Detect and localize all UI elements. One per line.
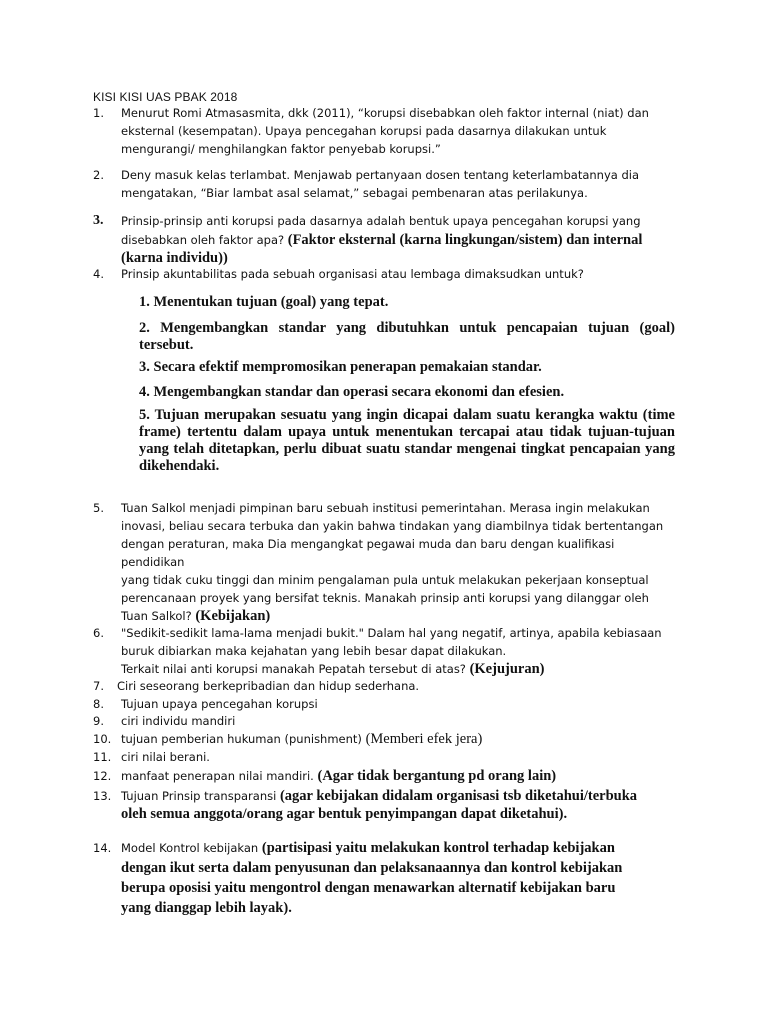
question-text: Menurut Romi Atmasasmita, dkk (2011), “korupsi disebabkan oleh faktor internal (niat) dan — [121, 106, 649, 120]
answer-item: 1. Menentukan tujuan (goal) yang tepat. — [139, 294, 389, 310]
question-text: Model Kontrol kebijakan — [121, 841, 262, 855]
question-number: 2. — [93, 168, 104, 182]
answer-item: 2. Mengembangkan standar yang dibutuhkan untuk pencapaian tujuan (goal) tersebut. — [139, 320, 675, 353]
question-number: 12. — [93, 769, 112, 783]
question-text: Tujuan upaya pencegahan korupsi — [121, 697, 318, 711]
answer-text: dengan ikut serta dalam penyusunan dan pelaksanaannya dan kontrol kebijakan — [121, 860, 623, 876]
question-text: yang tidak cuku tinggi dan minim pengalaman pula untuk melakukan pekerjaan konseptual — [121, 573, 649, 587]
question-number: 3. — [93, 213, 104, 228]
question-number: 5. — [93, 501, 104, 515]
question-number: 10. — [93, 732, 112, 746]
question-text: tujuan pemberian hukuman (punishment) — [121, 732, 366, 746]
question-number: 13. — [93, 789, 112, 803]
question-text: ciri nilai berani. — [121, 750, 210, 764]
question-number: 11. — [93, 750, 112, 764]
answer-text: (partisipasi yaitu melakukan kontrol terhadap kebijakan — [261, 840, 615, 856]
question-text: buruk dibiarkan maka kejahatan yang lebih besar dapat dilakukan. — [121, 644, 507, 658]
question-text: Prinsip-prinsip anti korupsi pada dasarnya adalah bentuk upaya pencegahan korupsi yang — [121, 214, 641, 228]
answer-text: (karna individu)) — [121, 250, 228, 266]
question-text: inovasi, beliau secara terbuka dan yakin bahwa tindakan yang diambilnya tidak bertentangan — [121, 519, 664, 533]
question-number: 8. — [93, 697, 104, 711]
question-text: mengatakan, “Biar lambat asal selamat,” sebagai pembenaran atas perilakunya. — [121, 186, 588, 200]
question-text: disebabkan oleh faktor apa? — [121, 233, 288, 247]
question-text: mengurangi/ menghilangkan faktor penyebab korupsi.” — [121, 142, 441, 156]
answer-text: (agar kebijakan didalam organisasi tsb diketahui/terbuka — [279, 788, 638, 804]
question-text: Deny masuk kelas terlambat. Menjawab pertanyaan dosen tentang keterlambatannya dia — [121, 168, 640, 182]
question-number: 4. — [93, 267, 104, 281]
answer-text: oleh semua anggota/orang agar bentuk penyimpangan dapat diketahui). — [121, 806, 568, 822]
answer-text: (Agar tidak bergantung pd orang lain) — [317, 768, 557, 784]
answer-text: (Kejujuran) — [469, 661, 545, 677]
question-text: Terkait nilai anti korupsi manakah Pepatah tersebut di atas? — [121, 662, 470, 676]
question-text: Tuan Salkol menjadi pimpinan baru sebuah institusi pemerintahan. Merasa ingin melakukan — [121, 501, 650, 515]
answer-item: 5. Tujuan merupakan sesuatu yang ingin dicapai dalam suatu kerangka waktu (time frame) tertentu dalam upaya untuk menentukan tercapai atau tidak tujuan-tujuan yang telah ditetapkan, perlu dibuat suatu standar mengenai tingkat pencapaian yang dikehendaki. — [139, 407, 675, 474]
question-number: 6. — [93, 626, 104, 640]
question-text: dengan peraturan, maka Dia mengangkat pegawai muda dan baru dengan kualifikasi pendidikan — [121, 537, 615, 569]
question-text: ciri individu mandiri — [121, 714, 236, 728]
question-text: manfaat penerapan nilai mandiri. — [121, 769, 318, 783]
question-text: "Sedikit-sedikit lama-lama menjadi bukit." Dalam hal yang negatif, artinya, apabila kebiasaan — [121, 626, 662, 640]
question-text: eksternal (kesempatan). Upaya pencegahan korupsi pada dasarnya dilakukan untuk — [121, 124, 607, 138]
answer-text: (Kebijakan) — [195, 608, 271, 624]
answer-text: yang dianggap lebih layak). — [121, 900, 292, 916]
question-text: Tuan Salkol? — [121, 609, 196, 623]
question-text: Ciri seseorang berkepribadian dan hidup sederhana. — [117, 679, 420, 693]
question-text: Prinsip akuntabilitas pada sebuah organisasi atau lembaga dimaksudkan untuk? — [121, 267, 584, 281]
answer-text: (Memberi efek jera) — [365, 731, 483, 747]
answer-text: berupa oposisi yaitu mengontrol dengan menawarkan alternatif kebijakan baru — [121, 880, 616, 896]
question-text: Tujuan Prinsip transparansi — [121, 789, 280, 803]
question-number: 7. — [93, 679, 104, 693]
question-number: 1. — [93, 106, 104, 120]
question-number: 14. — [93, 841, 112, 855]
answer-text: (Faktor eksternal (karna lingkungan/sistem) dan internal — [287, 232, 643, 248]
document-title: KISI KISI UAS PBAK 2018 — [93, 90, 238, 104]
question-text: perencanaan proyek yang bersifat teknis. Manakah prinsip anti korupsi yang dilanggar oleh — [121, 591, 649, 605]
answer-item: 4. Mengembangkan standar dan operasi secara ekonomi dan efesien. — [139, 384, 565, 400]
question-number: 9. — [93, 714, 104, 728]
answer-item: 3. Secara efektif mempromosikan penerapan pemakaian standar. — [139, 359, 542, 375]
